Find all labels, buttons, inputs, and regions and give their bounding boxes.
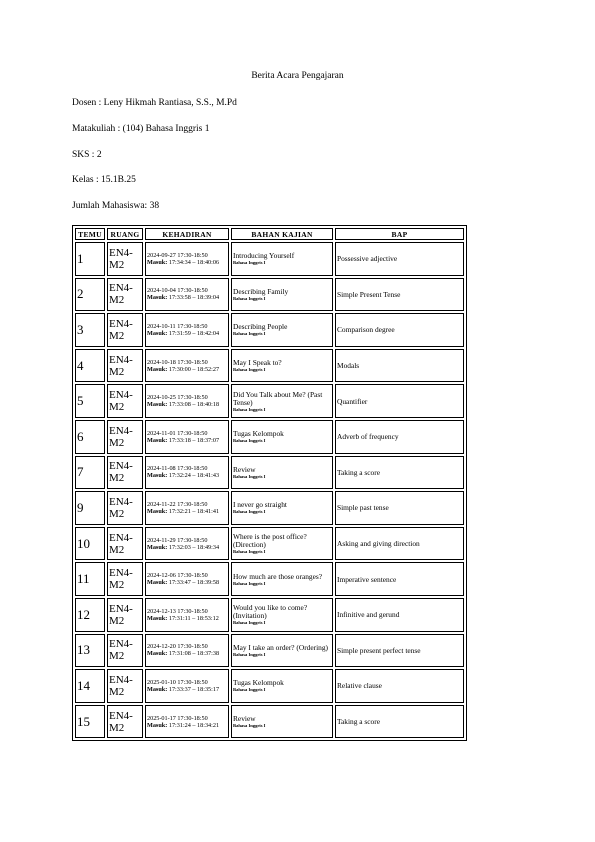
bahan-kajian-cell <box>231 705 333 739</box>
topik-text: I never go straight <box>233 500 287 510</box>
bap-cell: Adverb of frequency <box>335 420 464 454</box>
kehadiran-cell <box>145 278 229 312</box>
table-row <box>75 527 464 561</box>
matakuliah-line: Matakuliah : (104) Bahasa Inggris 1 <box>72 124 210 134</box>
kelas-line: Kelas : 15.1B.25 <box>72 175 136 185</box>
masuk-text <box>147 437 227 444</box>
ruang-cell: EN4-M2 <box>107 384 143 418</box>
masuk-time: 17:32:03 – 18:49:34 <box>167 543 220 551</box>
table-row <box>75 705 464 739</box>
masuk-label: Masuk: <box>147 543 168 551</box>
kehadiran-cell <box>145 456 229 490</box>
bap-cell: Asking and giving direction <box>335 527 464 561</box>
masuk-text <box>147 330 227 337</box>
header-bahan-kajian: BAHAN KAJIAN <box>231 228 333 240</box>
matakuliah-text: Bahasa Inggris I <box>233 580 266 586</box>
ruang-cell: EN4-M2 <box>107 598 143 632</box>
masuk-label: Masuk: <box>147 579 168 587</box>
masuk-time: 17:33:18 – 18:37:07 <box>167 436 220 444</box>
masuk-label: Masuk: <box>147 294 168 302</box>
jadwal-text: 2024-09-27 17:30-18:50 <box>147 251 208 259</box>
kehadiran-cell <box>145 242 229 276</box>
topik-text: May I take an order? (Ordering) <box>233 642 329 652</box>
temu-cell: 2 <box>75 278 105 312</box>
masuk-time: 17:31:08 – 18:37:38 <box>167 650 220 658</box>
kehadiran-cell <box>145 598 229 632</box>
bap-cell: Infinitive and gerund <box>335 598 464 632</box>
matakuliah-text: Bahasa Inggris I <box>233 295 266 301</box>
bahan-kajian-cell <box>231 349 333 383</box>
table-row <box>75 598 464 632</box>
jadwal-text: 2024-12-20 17:30-18:50 <box>147 643 208 651</box>
masuk-time: 17:31:11 – 18:53:12 <box>167 614 219 622</box>
masuk-time: 17:32:21 – 18:41:41 <box>167 507 220 515</box>
temu-cell: 1 <box>75 242 105 276</box>
kehadiran-cell <box>145 491 229 525</box>
temu-cell: 15 <box>75 705 105 739</box>
jadwal-text: 2025-01-17 17:30-18:50 <box>147 714 208 722</box>
kehadiran-cell <box>145 313 229 347</box>
dosen-line: Dosen : Leny Hikmah Rantiasa, S.S., M.Pd <box>72 98 237 108</box>
jadwal-text: 2024-10-11 17:30-18:50 <box>147 322 208 330</box>
masuk-text <box>147 686 227 693</box>
kehadiran-cell <box>145 669 229 703</box>
masuk-label: Masuk: <box>147 721 168 729</box>
masuk-label: Masuk: <box>147 401 168 409</box>
table-row <box>75 669 464 703</box>
kehadiran-cell <box>145 349 229 383</box>
table-row <box>75 491 464 525</box>
masuk-text <box>147 472 227 479</box>
topik-text: Would you like to come?(Invitation) <box>233 603 308 621</box>
ruang-cell: EN4-M2 <box>107 669 143 703</box>
kehadiran-cell <box>145 705 229 739</box>
bahan-kajian-cell <box>231 527 333 561</box>
jadwal-text: 2025-01-10 17:30-18:50 <box>147 678 208 686</box>
bahan-kajian-cell <box>231 669 333 703</box>
masuk-text <box>147 401 227 408</box>
masuk-label: Masuk: <box>147 436 168 444</box>
masuk-text <box>147 294 227 301</box>
bahan-kajian-cell <box>231 420 333 454</box>
bap-cell: Possessive adjective <box>335 242 464 276</box>
temu-cell: 11 <box>75 562 105 596</box>
table-row <box>75 456 464 490</box>
bap-cell: Simple Present Tense <box>335 278 464 312</box>
kehadiran-cell <box>145 634 229 668</box>
matakuliah-text: Bahasa Inggris I <box>233 651 266 657</box>
ruang-cell: EN4-M2 <box>107 491 143 525</box>
table-row <box>75 420 464 454</box>
matakuliah-text: Bahasa Inggris I <box>233 509 266 515</box>
matakuliah-text: Bahasa Inggris I <box>233 723 266 729</box>
temu-cell: 7 <box>75 456 105 490</box>
temu-cell: 6 <box>75 420 105 454</box>
bahan-kajian-cell <box>231 384 333 418</box>
bahan-kajian-cell <box>231 491 333 525</box>
ruang-cell: EN4-M2 <box>107 456 143 490</box>
masuk-time: 17:33:08 – 18:40:18 <box>167 401 220 409</box>
ruang-cell: EN4-M2 <box>107 527 143 561</box>
temu-cell: 3 <box>75 313 105 347</box>
masuk-text <box>147 579 227 586</box>
ruang-cell: EN4-M2 <box>107 242 143 276</box>
bap-cell: Simple past tense <box>335 491 464 525</box>
table-row <box>75 242 464 276</box>
masuk-label: Masuk: <box>147 685 168 693</box>
matakuliah-text: Bahasa Inggris I <box>233 260 266 266</box>
temu-cell: 13 <box>75 634 105 668</box>
bahan-kajian-cell <box>231 634 333 668</box>
masuk-time: 17:34:34 – 18:40:06 <box>167 258 220 266</box>
jadwal-text: 2024-10-25 17:30-18:50 <box>147 394 208 402</box>
bap-cell: Simple present perfect tense <box>335 634 464 668</box>
table-row <box>75 349 464 383</box>
masuk-text <box>147 722 227 729</box>
ruang-cell: EN4-M2 <box>107 349 143 383</box>
masuk-label: Masuk: <box>147 650 168 658</box>
topik-text: Tugas Kelompok <box>233 678 284 688</box>
bahan-kajian-cell <box>231 598 333 632</box>
bahan-kajian-cell <box>231 278 333 312</box>
table-row <box>75 384 464 418</box>
jadwal-text: 2024-11-29 17:30-18:50 <box>147 536 208 544</box>
temu-cell: 10 <box>75 527 105 561</box>
masuk-text <box>147 544 227 551</box>
header-bap: BAP <box>335 228 464 240</box>
masuk-text <box>147 615 227 622</box>
temu-cell: 14 <box>75 669 105 703</box>
topik-text: Tugas Kelompok <box>233 429 284 439</box>
matakuliah-text: Bahasa Inggris I <box>233 438 266 444</box>
topik-text: May I Speak to? <box>233 358 282 368</box>
bap-cell: Imperative sentence <box>335 562 464 596</box>
topik-text: How much are those oranges? <box>233 571 323 581</box>
masuk-label: Masuk: <box>147 472 168 480</box>
topik-text: Did You Talk about Me? (Past Tense) <box>233 389 323 407</box>
bap-cell: Relative clause <box>335 669 464 703</box>
masuk-label: Masuk: <box>147 329 168 337</box>
table-row <box>75 278 464 312</box>
document-title: Berita Acara Pengajaran <box>251 71 344 81</box>
masuk-text <box>147 259 227 266</box>
masuk-text <box>147 508 227 515</box>
kehadiran-cell <box>145 562 229 596</box>
kehadiran-cell <box>145 384 229 418</box>
bap-cell: Comparison degree <box>335 313 464 347</box>
table-row <box>75 634 464 668</box>
matakuliah-text: Bahasa Inggris I <box>233 367 266 373</box>
kehadiran-cell <box>145 527 229 561</box>
jadwal-text: 2024-12-06 17:30-18:50 <box>147 572 208 580</box>
bap-table <box>72 225 467 741</box>
bahan-kajian-cell <box>231 562 333 596</box>
matakuliah-text: Bahasa Inggris I <box>233 406 266 412</box>
ruang-cell: EN4-M2 <box>107 420 143 454</box>
masuk-time: 17:30:00 – 18:52:27 <box>167 365 220 373</box>
masuk-label: Masuk: <box>147 365 168 373</box>
jadwal-text: 2024-11-01 17:30-18:50 <box>147 429 208 437</box>
topik-text: Review <box>233 714 256 724</box>
temu-cell: 4 <box>75 349 105 383</box>
bap-cell: Taking a score <box>335 705 464 739</box>
bap-cell: Modals <box>335 349 464 383</box>
header-kehadiran: KEHADIRAN <box>145 228 229 240</box>
bap-cell: Quantifier <box>335 384 464 418</box>
matakuliah-text: Bahasa Inggris I <box>233 549 266 555</box>
ruang-cell: EN4-M2 <box>107 313 143 347</box>
ruang-cell: EN4-M2 <box>107 634 143 668</box>
bahan-kajian-cell <box>231 456 333 490</box>
masuk-time: 17:32:24 – 18:41:43 <box>167 472 220 480</box>
temu-cell: 12 <box>75 598 105 632</box>
topik-text: Review <box>233 464 256 474</box>
masuk-label: Masuk: <box>147 614 168 622</box>
table-row <box>75 313 464 347</box>
topik-text: Describing People <box>233 322 288 332</box>
masuk-time: 17:31:24 – 18:34:21 <box>167 721 220 729</box>
header-temu: TEMU <box>75 228 105 240</box>
jadwal-text: 2024-11-22 17:30-18:50 <box>147 500 208 508</box>
matakuliah-text: Bahasa Inggris I <box>233 473 266 479</box>
bap-cell: Taking a score <box>335 456 464 490</box>
masuk-time: 17:33:47 – 18:39:58 <box>167 579 220 587</box>
topik-text: Introducing Yourself <box>233 251 295 261</box>
header-ruang: RUANG <box>107 228 143 240</box>
table-header-row <box>75 228 464 240</box>
masuk-text <box>147 366 227 373</box>
jadwal-text: 2024-10-18 17:30-18:50 <box>147 358 208 366</box>
table-row <box>75 562 464 596</box>
jadwal-text: 2024-11-08 17:30-18:50 <box>147 465 208 473</box>
ruang-cell: EN4-M2 <box>107 278 143 312</box>
temu-cell: 9 <box>75 491 105 525</box>
jadwal-text: 2024-12-13 17:30-18:50 <box>147 607 208 615</box>
jumlah-mahasiswa-line: Jumlah Mahasiswa: 38 <box>72 201 160 211</box>
temu-cell: 5 <box>75 384 105 418</box>
masuk-time: 17:33:58 – 18:39:04 <box>167 294 220 302</box>
sks-line: SKS : 2 <box>72 150 102 160</box>
jadwal-text: 2024-10-04 17:30-18:50 <box>147 287 208 295</box>
topik-text: Where is the post office? (Direction) <box>233 532 307 550</box>
masuk-time: 17:31:59 – 18:42:04 <box>167 329 220 337</box>
masuk-label: Masuk: <box>147 507 168 515</box>
matakuliah-text: Bahasa Inggris I <box>233 620 266 626</box>
matakuliah-text: Bahasa Inggris I <box>233 687 266 693</box>
topik-text: Describing Family <box>233 286 289 296</box>
masuk-time: 17:33:37 – 18:35:17 <box>167 685 220 693</box>
ruang-cell: EN4-M2 <box>107 705 143 739</box>
bahan-kajian-cell <box>231 242 333 276</box>
bahan-kajian-cell <box>231 313 333 347</box>
masuk-text <box>147 650 227 657</box>
masuk-label: Masuk: <box>147 258 168 266</box>
kehadiran-cell <box>145 420 229 454</box>
matakuliah-text: Bahasa Inggris I <box>233 331 266 337</box>
ruang-cell: EN4-M2 <box>107 562 143 596</box>
